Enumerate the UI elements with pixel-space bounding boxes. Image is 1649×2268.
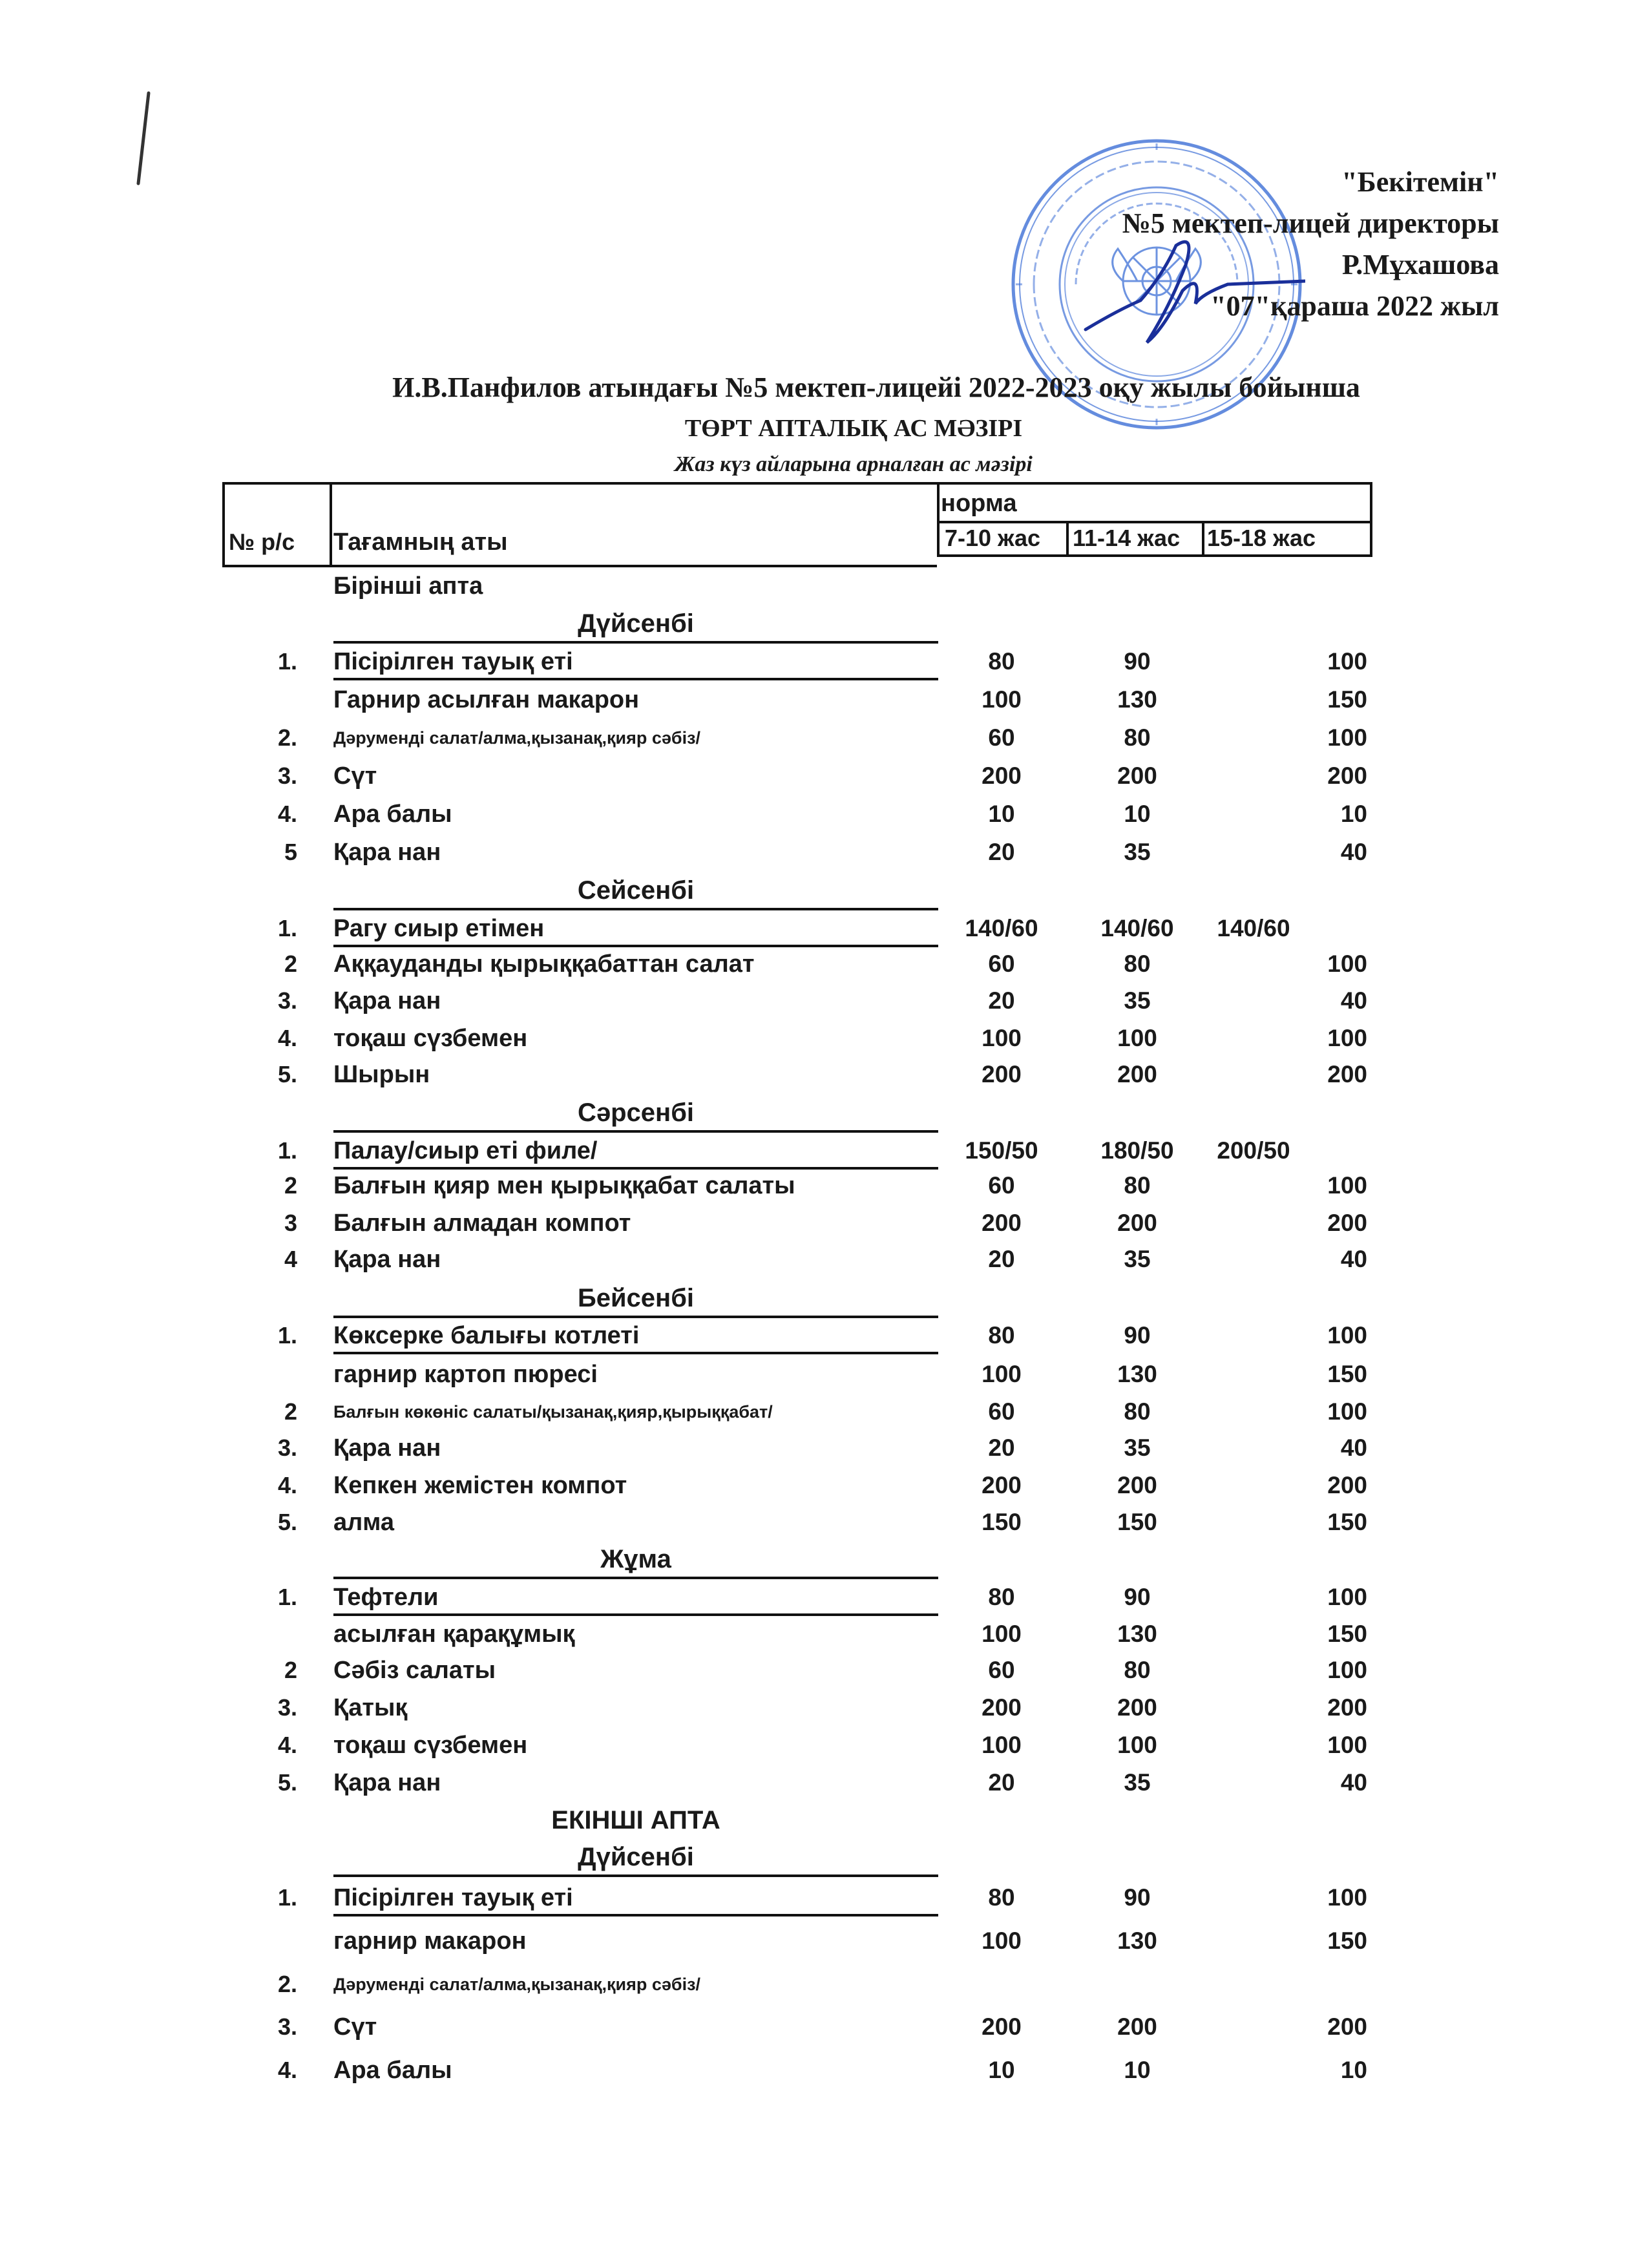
dish-name: Гарнир асылған макарон [333,686,640,713]
item-number: 3. [277,1434,297,1461]
norm-age-7-10: 200 [982,1694,1022,1721]
menu-item-row [0,795,1649,833]
dish-name: Сәбіз салаты [333,1657,496,1684]
item-number: 3 [284,1210,297,1236]
column-header-age-15-18: 15-18 жас [1207,525,1316,551]
norm-age-7-10: 200 [982,1061,1022,1087]
norm-age-11-14: 35 [1124,1246,1151,1272]
norm-age-7-10: 140/60 [965,915,1038,941]
menu-item-row [0,1429,1649,1467]
menu-item-row [0,1241,1649,1278]
norm-age-7-10: 200 [982,762,1022,789]
menu-item-row [0,1393,1649,1431]
item-number: 1. [277,1137,297,1164]
norm-age-7-10: 200 [982,2013,1022,2040]
norm-age-7-10: 60 [988,724,1015,751]
dish-name: Қара нан [333,1769,441,1796]
day-heading [0,605,1649,642]
dish-name: тоқаш сүзбемен [333,1025,528,1052]
day-heading-text: Сәрсенбі [577,1098,695,1127]
dish-name: Ара балы [333,2057,452,2084]
norm-age-11-14: 35 [1124,1769,1151,1796]
norm-age-11-14: 200 [1117,1694,1157,1721]
norm-age-7-10: 60 [988,1657,1015,1683]
norm-age-7-10: 20 [988,987,1015,1014]
item-number: 4. [277,801,297,827]
menu-item-row [0,834,1649,871]
norm-age-15-18: 40 [1340,1769,1367,1796]
item-number: 4. [277,1025,297,1051]
menu-item-row [0,1579,1649,1616]
norm-age-15-18: 40 [1340,839,1367,865]
norm-age-15-18: 100 [1327,1172,1367,1199]
column-header-age-7-10: 7-10 жас [945,525,1041,551]
norm-age-15-18: 200 [1327,1472,1367,1498]
norm-age-7-10: 150 [982,1509,1022,1535]
dish-name: Сүт [333,762,377,790]
norm-age-7-10: 100 [982,1361,1022,1387]
norm-age-11-14: 80 [1124,950,1151,977]
dish-name: Балғын көкөніс салаты/қызанақ,қияр,қырыққабат/ [333,1402,773,1422]
week-heading [0,567,1649,605]
dish-name: Палау/сиыр еті филе/ [333,1137,598,1164]
menu-item-row [0,1764,1649,1801]
item-number: 4. [277,2057,297,2083]
norm-age-11-14: 10 [1124,2057,1151,2083]
item-number: 3. [277,2013,297,2040]
norm-age-11-14: 35 [1124,987,1151,1014]
menu-item-row [0,945,1649,983]
norm-age-11-14: 90 [1124,648,1151,675]
norm-age-11-14: 150 [1117,1509,1157,1535]
dish-name: Пісірілген тауық еті [333,648,573,675]
norm-age-15-18: 100 [1327,1322,1367,1349]
norm-age-7-10: 100 [982,1732,1022,1758]
norm-age-7-10: 80 [988,648,1015,675]
norm-age-15-18: 100 [1327,1884,1367,1911]
norm-age-15-18: 200 [1327,1061,1367,1087]
pen-mark [133,90,152,187]
item-number: 3. [277,987,297,1014]
approval-line-3: Р.Мұхашова [1341,249,1499,280]
column-header-age-11-14: 11-14 жас [1073,525,1181,551]
dish-name: Шырын [333,1061,430,1088]
dish-name: Қара нан [333,839,441,866]
dish-name: Сүт [333,2013,377,2041]
menu-item-row [0,1132,1649,1170]
norm-age-7-10: 100 [982,1927,1022,1954]
item-number: 4. [277,1732,297,1758]
menu-item-row [0,1652,1649,1689]
item-number: 1. [277,1322,297,1349]
dish-name: Қара нан [333,987,441,1014]
menu-item-row [0,2008,1649,2046]
norm-age-15-18: 100 [1327,1657,1367,1683]
dish-name: Кепкен жемістен компот [333,1472,627,1499]
menu-item-row [0,1504,1649,1541]
norm-age-11-14: 200 [1117,1210,1157,1236]
day-heading [0,1540,1649,1578]
day-heading [0,1094,1649,1131]
dish-name: Тефтели [333,1584,439,1611]
document-subtitle: ТӨРТ АПТАЛЫҚ АС МӘЗІРІ [684,415,1023,442]
dish-name: тоқаш сүзбемен [333,1732,528,1759]
norm-age-7-10: 200 [982,1210,1022,1236]
norm-age-7-10: 80 [988,1584,1015,1610]
norm-age-15-18: 40 [1340,1434,1367,1461]
item-number: 2 [284,1398,297,1425]
item-number: 5. [277,1509,297,1535]
dish-name: Дәруменді салат/алма,қызанақ,қияр сәбіз/ [333,1975,701,1994]
menu-item-row [0,1689,1649,1727]
norm-age-15-18: 150 [1327,1621,1367,1647]
item-number: 1. [277,648,297,675]
dish-name: Балғын алмадан компот [333,1210,631,1237]
norm-age-7-10: 20 [988,1246,1015,1272]
menu-item-row [0,1966,1649,2003]
menu-item-row [0,1167,1649,1204]
menu-item-row [0,1467,1649,1504]
day-heading-text: Жұма [600,1545,671,1573]
item-number: 1. [277,1584,297,1610]
document-title: И.В.Панфилов атындағы №5 мектеп-лицейі 2022-2023 оқу жылы бойынша [392,372,1360,403]
norm-age-7-10: 60 [988,1172,1015,1199]
dish-name: Көксерке балығы котлеті [333,1322,640,1349]
item-number: 4 [284,1246,297,1272]
norm-age-7-10: 10 [988,2057,1015,2083]
item-number: 5 [284,839,297,865]
item-number: 1. [277,1884,297,1911]
menu-item-row [0,643,1649,680]
approval-block [1122,162,1499,327]
norm-age-11-14: 80 [1124,1172,1151,1199]
norm-age-11-14: 100 [1117,1025,1157,1051]
norm-age-15-18: 150 [1327,1509,1367,1535]
dish-name: Қара нан [333,1434,441,1462]
norm-age-15-18: 200 [1327,1694,1367,1721]
norm-age-15-18: 40 [1340,1246,1367,1272]
norm-age-11-14: 130 [1117,1361,1157,1387]
item-number: 3. [277,1694,297,1721]
dish-name: Аққауданды қырыққабаттан салат [333,950,755,978]
column-header-dish-name: Тағамның аты [333,529,508,556]
norm-age-15-18: 100 [1327,648,1367,675]
menu-item-row [0,910,1649,947]
week-heading [0,1801,1649,1839]
norm-age-7-10: 20 [988,1769,1015,1796]
norm-age-11-14: 180/50 [1100,1137,1174,1164]
norm-age-11-14: 80 [1124,1657,1151,1683]
norm-age-7-10: 20 [988,839,1015,865]
first-item-underline [333,1914,938,1916]
day-heading-text: Бейсенбі [577,1284,695,1312]
norm-age-15-18: 100 [1327,724,1367,751]
day-heading [0,872,1649,909]
norm-age-11-14: 90 [1124,1322,1151,1349]
norm-age-7-10: 150/50 [965,1137,1038,1164]
menu-item-row [0,1204,1649,1242]
norm-age-7-10: 20 [988,1434,1015,1461]
menu-item-row [0,681,1649,719]
day-heading [0,1838,1649,1876]
norm-age-15-18: 100 [1327,950,1367,977]
item-number: 2. [277,724,297,751]
norm-age-11-14: 200 [1117,2013,1157,2040]
item-number: 4. [277,1472,297,1498]
dish-name: Балғын қияр мен қырыққабат салаты [333,1172,795,1199]
day-heading-text: Дүйсенбі [578,609,694,638]
norm-age-7-10: 200 [982,1472,1022,1498]
week-heading-text: Бірінші апта [333,572,483,600]
day-heading [0,1279,1649,1317]
norm-age-15-18: 200 [1327,1210,1367,1236]
norm-age-11-14: 90 [1124,1584,1151,1610]
norm-age-11-14: 130 [1117,1927,1157,1954]
norm-age-15-18: 140/60 [1217,915,1290,941]
approval-line-2: №5 мектеп-лицей директоры [1122,207,1499,239]
norm-age-15-18: 10 [1340,801,1367,827]
norm-age-15-18: 200 [1327,2013,1367,2040]
norm-age-7-10: 10 [988,801,1015,827]
menu-item-row [0,982,1649,1020]
dish-name: гарнир картоп пюресі [333,1361,598,1388]
first-item-underline [333,678,938,680]
dish-name: алма [333,1509,395,1536]
item-number: 2 [284,1657,297,1683]
item-number: 5. [277,1061,297,1087]
dish-name: Пісірілген тауық еті [333,1884,573,1911]
menu-item-row [0,1727,1649,1764]
menu-item-row [0,1615,1649,1653]
norm-age-15-18: 40 [1340,987,1367,1014]
menu-item-row [0,2052,1649,2089]
norm-age-15-18: 200/50 [1217,1137,1290,1164]
menu-item-row [0,1056,1649,1093]
first-item-underline [333,1352,938,1354]
item-number: 2 [284,1172,297,1199]
menu-item-row [0,1317,1649,1354]
menu-item-row [0,1356,1649,1393]
menu-item-row [0,1879,1649,1916]
dish-name: Дәруменді салат/алма,қызанақ,қияр сәбіз/ [333,728,701,748]
norm-age-11-14: 140/60 [1100,915,1174,941]
dish-name: Қара нан [333,1246,441,1273]
norm-age-11-14: 200 [1117,1472,1157,1498]
norm-age-11-14: 200 [1117,762,1157,789]
dish-name: асылған қарақұмық [333,1621,575,1648]
day-underline [333,1874,938,1877]
norm-age-15-18: 200 [1327,762,1367,789]
week-heading-text: ЕКІНШІ АПТА [551,1806,720,1834]
norm-age-15-18: 150 [1327,1927,1367,1954]
dish-name: Ара балы [333,801,452,828]
norm-age-11-14: 80 [1124,724,1151,751]
norm-age-11-14: 35 [1124,839,1151,865]
norm-age-7-10: 80 [988,1884,1015,1911]
norm-age-7-10: 100 [982,686,1022,713]
menu-item-row [0,1922,1649,1960]
norm-age-7-10: 100 [982,1025,1022,1051]
column-header-norm: норма [941,490,1017,517]
dish-name: Қатық [333,1694,408,1721]
norm-age-11-14: 100 [1117,1732,1157,1758]
day-heading-text: Сейсенбі [577,876,695,905]
norm-age-15-18: 100 [1327,1025,1367,1051]
item-number: 2. [277,1971,297,1997]
norm-age-15-18: 100 [1327,1398,1367,1425]
approval-line-4: "07"қараша 2022 жыл [1210,290,1499,322]
norm-age-11-14: 130 [1117,686,1157,713]
item-number: 1. [277,915,297,941]
menu-item-row [0,1020,1649,1057]
norm-age-11-14: 90 [1124,1884,1151,1911]
norm-age-15-18: 10 [1340,2057,1367,2083]
norm-age-7-10: 80 [988,1322,1015,1349]
norm-age-15-18: 100 [1327,1584,1367,1610]
norm-age-7-10: 100 [982,1621,1022,1647]
norm-age-11-14: 130 [1117,1621,1157,1647]
norm-age-7-10: 60 [988,1398,1015,1425]
menu-item-row [0,719,1649,757]
document-season: Жаз күз айларына арналған ас мәзірі [675,452,1033,476]
item-number: 5. [277,1769,297,1796]
norm-age-11-14: 80 [1124,1398,1151,1425]
dish-name: Рагу сиыр етімен [333,915,545,942]
column-header-number: № р/с [229,529,295,555]
norm-age-15-18: 150 [1327,1361,1367,1387]
norm-age-11-14: 200 [1117,1061,1157,1087]
norm-age-11-14: 10 [1124,801,1151,827]
menu-item-row [0,757,1649,795]
norm-age-11-14: 35 [1124,1434,1151,1461]
norm-age-15-18: 150 [1327,686,1367,713]
approval-line-1: "Бекітемін" [1341,166,1499,198]
day-heading-text: Дүйсенбі [578,1843,694,1871]
dish-name: гарнир макарон [333,1927,527,1955]
item-number: 2 [284,950,297,977]
item-number: 3. [277,762,297,789]
norm-age-7-10: 60 [988,950,1015,977]
norm-age-15-18: 100 [1327,1732,1367,1758]
